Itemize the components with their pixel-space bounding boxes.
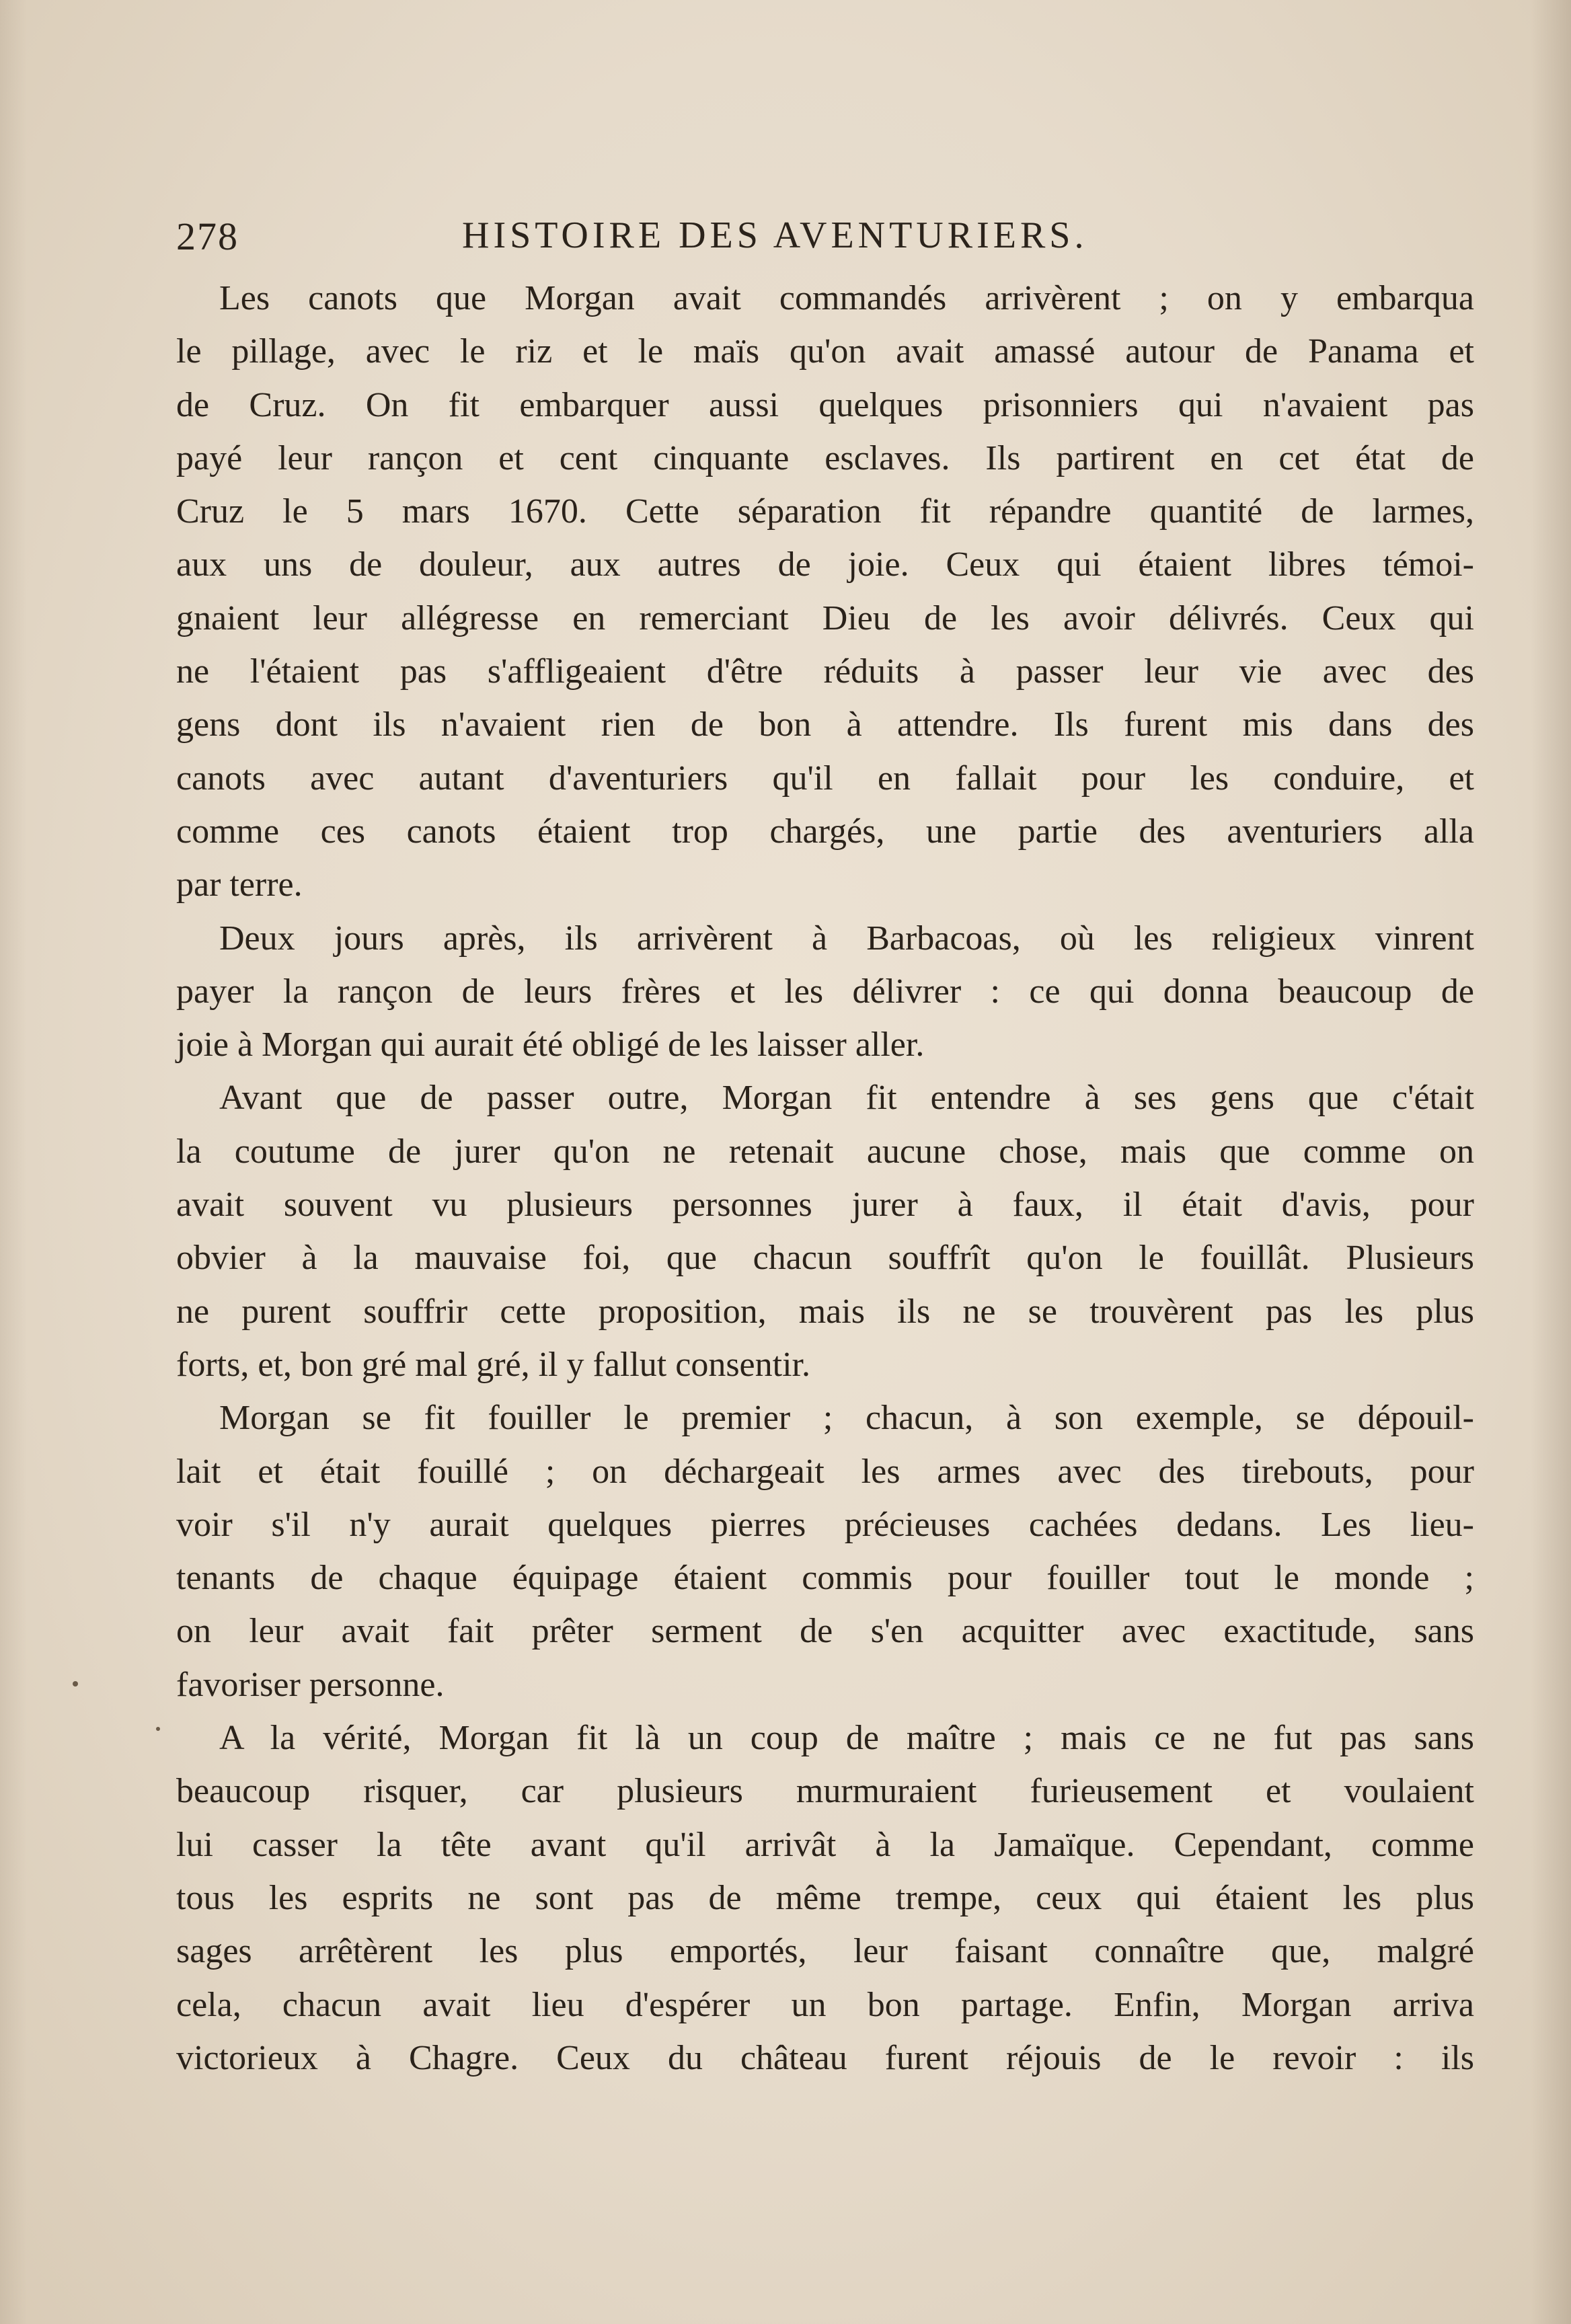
text-line: Les canots que Morgan avait commandés arrivèrent ; on y embarqua bbox=[219, 279, 1474, 317]
paper-speck bbox=[73, 1681, 78, 1687]
paper-speck bbox=[156, 1727, 160, 1731]
text-line: Deux jours après, ils arrivèrent à Barbacoas, où les religieux vinrent bbox=[219, 919, 1474, 958]
text-line: victorieux à Chagre. Ceux du château furent réjouis de le revoir : ils bbox=[176, 2038, 1474, 2077]
text-line: ne l'étaient pas s'affligeaient d'être réduits à passer leur vie avec des bbox=[176, 652, 1474, 691]
body-text bbox=[176, 272, 1474, 2085]
text-line: A la vérité, Morgan fit là un coup de maître ; mais ce ne fut pas sans bbox=[219, 1719, 1474, 1758]
text-line: voir s'il n'y aurait quelques pierres précieuses cachées dedans. Les lieu- bbox=[176, 1505, 1474, 1544]
text-line: Morgan se fit fouiller le premier ; chacun, à son exemple, se dépouil- bbox=[219, 1399, 1474, 1438]
text-line: de Cruz. On fit embarquer aussi quelques prisonniers qui n'avaient pas bbox=[176, 385, 1474, 424]
page-header bbox=[176, 214, 1454, 268]
paragraph bbox=[176, 1711, 1474, 2085]
running-title: HISTOIRE DES AVENTURIERS. bbox=[462, 215, 1088, 256]
text-line: tenants de chaque équipage étaient commis pour fouiller tout le monde ; bbox=[176, 1559, 1474, 1598]
text-line: avait souvent vu plusieurs personnes jurer à faux, il était d'avis, pour bbox=[176, 1186, 1474, 1225]
text-line: cela, chacun avait lieu d'espérer un bon partage. Enfin, Morgan arriva bbox=[176, 1985, 1474, 2024]
text-line: favoriser personne. bbox=[176, 1665, 445, 1704]
paragraph bbox=[176, 1391, 1474, 1711]
page-number: 278 bbox=[176, 215, 239, 258]
text-line: le pillage, avec le riz et le maïs qu'on avait amassé autour de Panama et bbox=[176, 332, 1474, 371]
page-gutter-shadow bbox=[0, 0, 27, 2324]
text-line: lui casser la tête avant qu'il arrivât à la Jamaïque. Cependant, comme bbox=[176, 1825, 1474, 1864]
text-line: canots avec autant d'aventuriers qu'il en fallait pour les conduire, et bbox=[176, 759, 1474, 798]
text-line: obvier à la mauvaise foi, que chacun souffrît qu'on le fouillât. Plusieurs bbox=[176, 1239, 1474, 1278]
text-line: aux uns de douleur, aux autres de joie. Ceux qui étaient libres témoi- bbox=[176, 545, 1474, 584]
text-line: comme ces canots étaient trop chargés, une partie des aventuriers alla bbox=[176, 812, 1474, 851]
text-line: Cruz le 5 mars 1670. Cette séparation fit répandre quantité de larmes, bbox=[176, 492, 1474, 531]
text-line: gnaient leur allégresse en remerciant Dieu de les avoir délivrés. Ceux qui bbox=[176, 598, 1474, 637]
text-line: par terre. bbox=[176, 865, 303, 904]
paragraph bbox=[176, 912, 1474, 1072]
text-line: payé leur rançon et cent cinquante esclaves. Ils partirent en cet état de bbox=[176, 438, 1474, 477]
text-line: Avant que de passer outre, Morgan fit entendre à ses gens que c'était bbox=[219, 1079, 1474, 1118]
text-line: payer la rançon de leurs frères et les délivrer : ce qui donna beaucoup de bbox=[176, 972, 1474, 1011]
text-line: gens dont ils n'avaient rien de bon à attendre. Ils furent mis dans des bbox=[176, 705, 1474, 744]
page-edge-shadow bbox=[1531, 0, 1571, 2324]
text-line: forts, et, bon gré mal gré, il y fallut consentir. bbox=[176, 1345, 810, 1384]
text-line: la coutume de jurer qu'on ne retenait aucune chose, mais que comme on bbox=[176, 1132, 1474, 1171]
text-line: ne purent souffrir cette proposition, mais ils ne se trouvèrent pas les plus bbox=[176, 1292, 1474, 1331]
paragraph bbox=[176, 1071, 1474, 1391]
text-line: beaucoup risquer, car plusieurs murmuraient furieusement et voulaient bbox=[176, 1772, 1474, 1811]
text-line: on leur avait fait prêter serment de s'en acquitter avec exactitude, sans bbox=[176, 1612, 1474, 1651]
text-line: sages arrêtèrent les plus emportés, leur faisant connaître que, malgré bbox=[176, 1932, 1474, 1971]
text-line: lait et était fouillé ; on déchargeait les armes avec des tirebouts, pour bbox=[176, 1452, 1474, 1491]
text-line: joie à Morgan qui aurait été obligé de les laisser aller. bbox=[176, 1025, 925, 1064]
paragraph bbox=[176, 272, 1474, 912]
text-line: tous les esprits ne sont pas de même trempe, ceux qui étaient les plus bbox=[176, 1878, 1474, 1917]
